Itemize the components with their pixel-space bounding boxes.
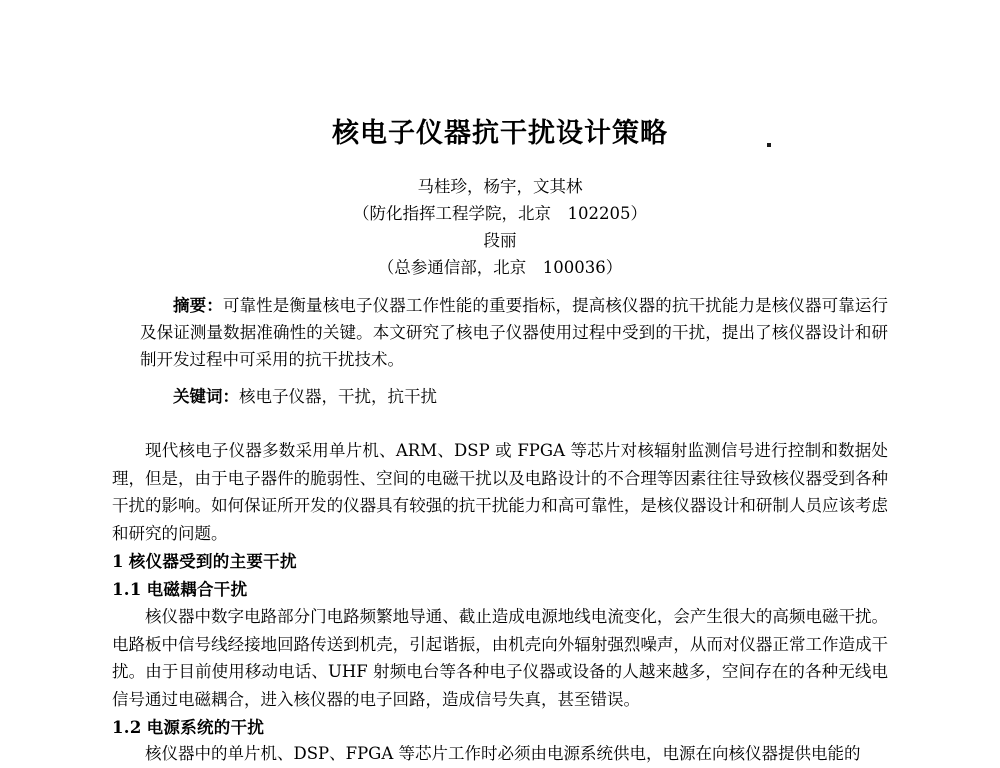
section-paragraph-1-2: 核仪器中的单片机、DSP、FPGA 等芯片工作时必须由电源系统供电，电源在向核仪器提供电能的: [145, 744, 861, 763]
author-block: [0, 173, 1000, 281]
abstract-label: 摘要：: [173, 296, 223, 315]
affiliation-line-2: （总参通信部，北京 100036）: [377, 258, 623, 277]
section-number-1-2: 1.2: [112, 718, 142, 737]
section-title-1-2: 电源系统的干扰: [146, 718, 265, 737]
section-heading-1-1: [112, 576, 888, 604]
abstract-text: 可靠性是衡量核电子仪器工作性能的重要指标，提高核仪器的抗干扰能力是核仪器可靠运行及保证测量数据准确性的关键。本文研究了核电子仪器使用过程中受到的干扰，提出了核仪器设计和研制开发过程中可采用的抗干扰技术。: [140, 296, 889, 369]
authors-line: 马桂珍，杨宇，文其林: [417, 177, 583, 196]
section-number-1-1: 1.1: [112, 580, 142, 599]
section-paragraph-1-1: 核仪器中数字电路部分门电路频繁地导通、截止造成电源地线电流变化，会产生很大的高频电磁干扰。电路板中信号线经接地回路传送到机壳，引起谐振，由机壳向外辐射强烈噪声，从而对仪器正常工作造成干扰。由于目前使用移动电话、UHF 射频电台等各种电子仪器或设备的人越来越多，空间存在的各种无线电信号通过电磁耦合，进入核仪器的电子回路，造成信号失真，甚至错误。: [112, 607, 888, 709]
affiliation-line-1: （防化指挥工程学院，北京 102205）: [353, 204, 647, 223]
intro-paragraph: 现代核电子仪器多数采用单片机、ARM、DSP 或 FPGA 等芯片对核辐射监测信号进行控制和数据处理，但是，由于电子器件的脆弱性、空间的电磁干扰以及电路设计的不合理等因素往往导致核仪器受到各种干扰的影响。如何保证所开发的仪器具有较强的抗干扰能力和高可靠性，是核仪器设计和研制人员应该考虑和研究的问题。: [112, 441, 888, 543]
section-title-1: 核仪器受到的主要干扰: [128, 552, 297, 571]
keywords-text: 核电子仪器，干扰，抗干扰: [239, 387, 437, 406]
page-title: 核电子仪器抗干扰设计策略: [332, 118, 668, 149]
section-title-1-1: 电磁耦合干扰: [146, 580, 248, 599]
section-number-1: 1: [112, 552, 124, 571]
section-heading-1: [112, 548, 888, 576]
title-footnote-mark-icon: [767, 143, 771, 147]
keywords-label: 关键词：: [173, 387, 239, 406]
author-line-2: 段丽: [483, 231, 517, 250]
abstract-block: [140, 292, 888, 373]
section-heading-1-2: [112, 714, 888, 742]
keywords-block: [140, 383, 888, 410]
